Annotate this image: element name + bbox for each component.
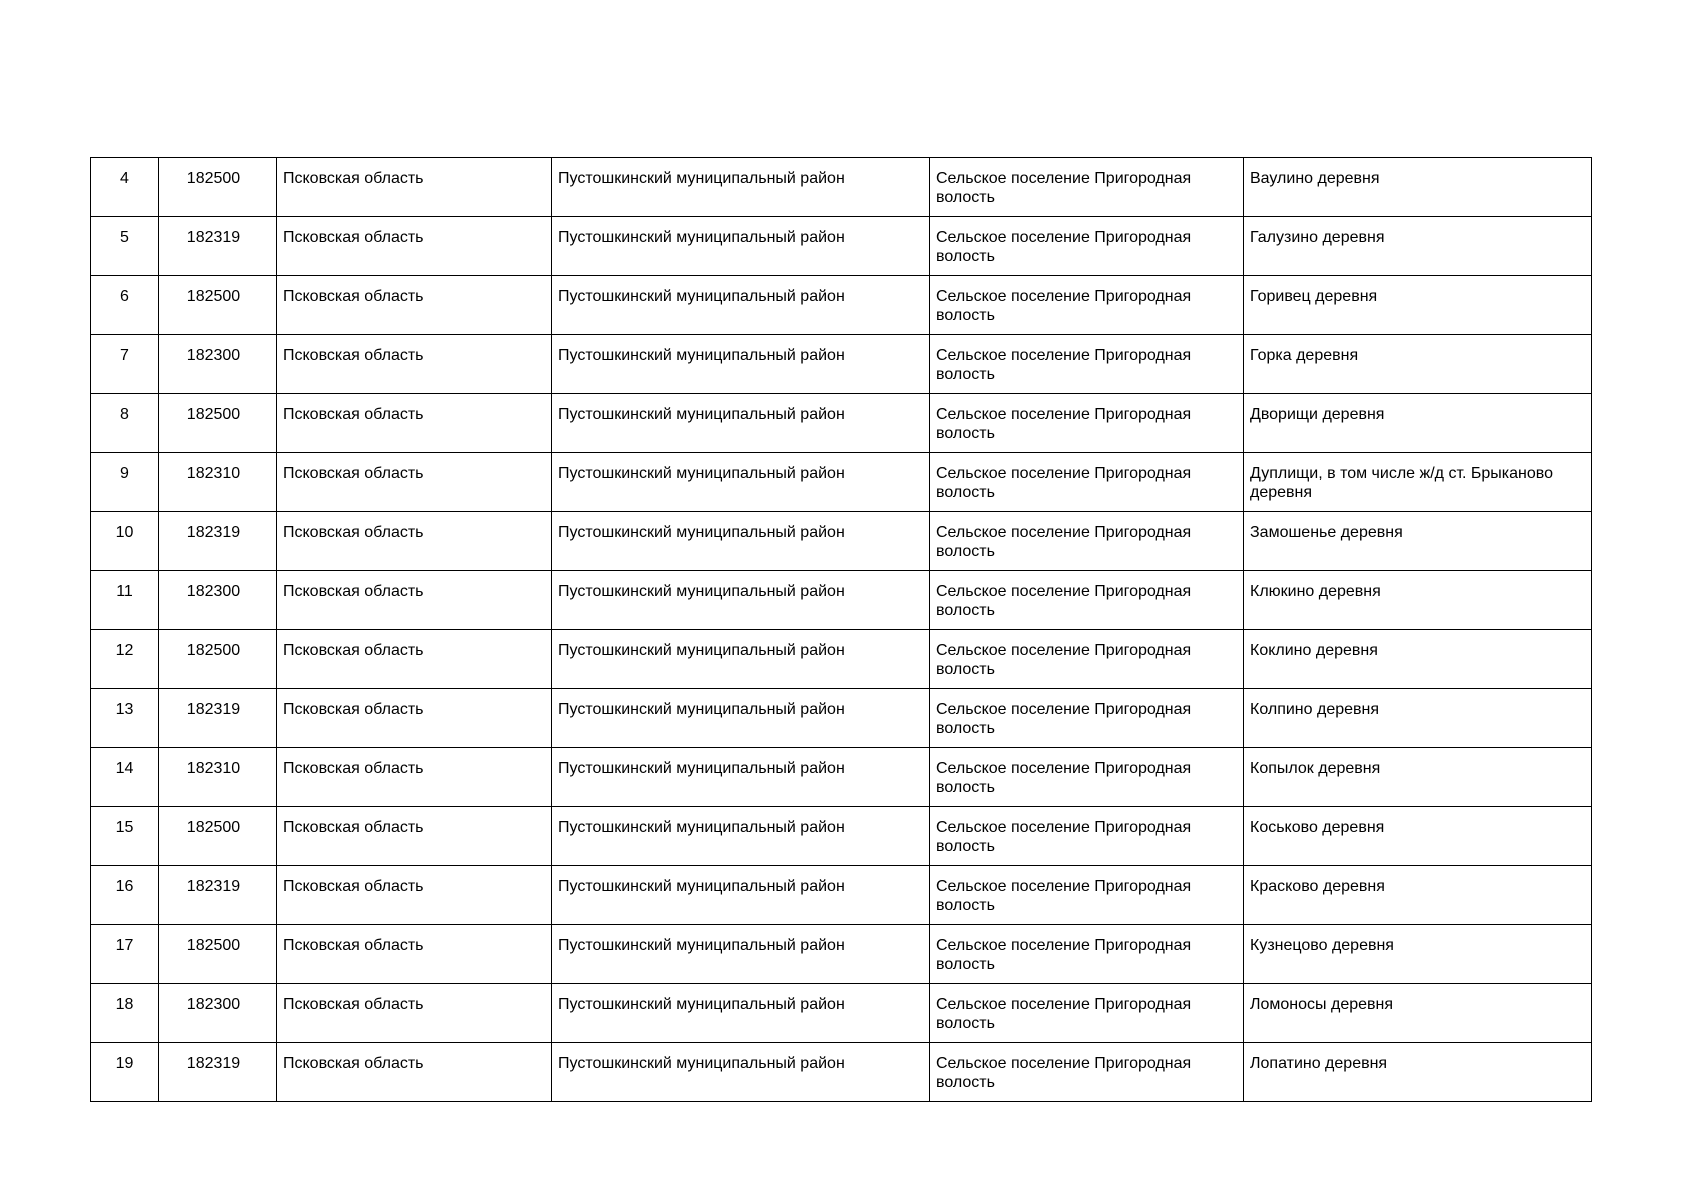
locality-cell: Горка деревня: [1244, 335, 1592, 394]
row-number-cell: 14: [91, 748, 159, 807]
locality-cell: Копылок деревня: [1244, 748, 1592, 807]
region-cell: Псковская область: [277, 217, 552, 276]
settlement-cell: Сельское поселение Пригородная волость: [930, 689, 1244, 748]
settlement-cell: Сельское поселение Пригородная волость: [930, 630, 1244, 689]
table-row: [91, 807, 1592, 866]
table-row: [91, 1043, 1592, 1102]
postal-code-cell: 182500: [159, 276, 277, 335]
settlement-cell: Сельское поселение Пригородная волость: [930, 217, 1244, 276]
locality-cell: Кузнецово деревня: [1244, 925, 1592, 984]
settlement-cell: Сельское поселение Пригородная волость: [930, 807, 1244, 866]
region-cell: Псковская область: [277, 1043, 552, 1102]
district-cell: Пустошкинский муниципальный район: [552, 276, 930, 335]
locality-cell: Дуплищи, в том числе ж/д ст. Брыканово деревня: [1244, 453, 1592, 512]
postal-code-cell: 182300: [159, 335, 277, 394]
settlement-cell: Сельское поселение Пригородная волость: [930, 394, 1244, 453]
table-row: [91, 335, 1592, 394]
table-row: [91, 925, 1592, 984]
region-cell: Псковская область: [277, 925, 552, 984]
region-cell: Псковская область: [277, 453, 552, 512]
settlement-cell: Сельское поселение Пригородная волость: [930, 1043, 1244, 1102]
postal-code-cell: 182500: [159, 630, 277, 689]
table-row: [91, 453, 1592, 512]
region-cell: Псковская область: [277, 512, 552, 571]
region-cell: Псковская область: [277, 276, 552, 335]
postal-code-cell: 182319: [159, 217, 277, 276]
district-cell: Пустошкинский муниципальный район: [552, 748, 930, 807]
row-number-cell: 6: [91, 276, 159, 335]
settlement-cell: Сельское поселение Пригородная волость: [930, 925, 1244, 984]
table-row: [91, 394, 1592, 453]
row-number-cell: 5: [91, 217, 159, 276]
region-cell: Псковская область: [277, 630, 552, 689]
locality-cell: Галузино деревня: [1244, 217, 1592, 276]
table-row: [91, 984, 1592, 1043]
region-cell: Псковская область: [277, 866, 552, 925]
row-number-cell: 8: [91, 394, 159, 453]
table-row: [91, 630, 1592, 689]
postal-code-cell: 182300: [159, 571, 277, 630]
table-row: [91, 866, 1592, 925]
postal-code-cell: 182500: [159, 925, 277, 984]
table-row: [91, 217, 1592, 276]
row-number-cell: 7: [91, 335, 159, 394]
settlement-cell: Сельское поселение Пригородная волость: [930, 276, 1244, 335]
postal-code-cell: 182500: [159, 158, 277, 217]
postal-code-cell: 182310: [159, 748, 277, 807]
row-number-cell: 9: [91, 453, 159, 512]
row-number-cell: 17: [91, 925, 159, 984]
table-row: [91, 571, 1592, 630]
row-number-cell: 15: [91, 807, 159, 866]
settlement-cell: Сельское поселение Пригородная волость: [930, 335, 1244, 394]
district-cell: Пустошкинский муниципальный район: [552, 453, 930, 512]
locality-cell: Красково деревня: [1244, 866, 1592, 925]
row-number-cell: 11: [91, 571, 159, 630]
row-number-cell: 16: [91, 866, 159, 925]
locality-cell: Замошенье деревня: [1244, 512, 1592, 571]
row-number-cell: 19: [91, 1043, 159, 1102]
region-cell: Псковская область: [277, 158, 552, 217]
locality-cell: Коськово деревня: [1244, 807, 1592, 866]
district-cell: Пустошкинский муниципальный район: [552, 689, 930, 748]
postal-code-cell: 182310: [159, 453, 277, 512]
district-cell: Пустошкинский муниципальный район: [552, 1043, 930, 1102]
row-number-cell: 18: [91, 984, 159, 1043]
settlement-cell: Сельское поселение Пригородная волость: [930, 453, 1244, 512]
district-cell: Пустошкинский муниципальный район: [552, 571, 930, 630]
district-cell: Пустошкинский муниципальный район: [552, 512, 930, 571]
table-row: [91, 689, 1592, 748]
locality-cell: Колпино деревня: [1244, 689, 1592, 748]
table-row: [91, 158, 1592, 217]
settlement-cell: Сельское поселение Пригородная волость: [930, 984, 1244, 1043]
region-cell: Псковская область: [277, 571, 552, 630]
row-number-cell: 10: [91, 512, 159, 571]
region-cell: Псковская область: [277, 394, 552, 453]
district-cell: Пустошкинский муниципальный район: [552, 984, 930, 1043]
row-number-cell: 12: [91, 630, 159, 689]
district-cell: Пустошкинский муниципальный район: [552, 335, 930, 394]
table-row: [91, 512, 1592, 571]
locality-cell: Ваулино деревня: [1244, 158, 1592, 217]
district-cell: Пустошкинский муниципальный район: [552, 630, 930, 689]
locality-cell: Лопатино деревня: [1244, 1043, 1592, 1102]
settlement-cell: Сельское поселение Пригородная волость: [930, 571, 1244, 630]
postal-code-cell: 182319: [159, 1043, 277, 1102]
postal-code-cell: 182500: [159, 394, 277, 453]
district-cell: Пустошкинский муниципальный район: [552, 394, 930, 453]
locality-cell: Коклино деревня: [1244, 630, 1592, 689]
settlement-cell: Сельское поселение Пригородная волость: [930, 866, 1244, 925]
settlement-cell: Сельское поселение Пригородная волость: [930, 512, 1244, 571]
district-cell: Пустошкинский муниципальный район: [552, 925, 930, 984]
locality-cell: Ломоносы деревня: [1244, 984, 1592, 1043]
district-cell: Пустошкинский муниципальный район: [552, 866, 930, 925]
postal-code-cell: 182319: [159, 512, 277, 571]
region-cell: Псковская область: [277, 335, 552, 394]
postal-code-cell: 182319: [159, 689, 277, 748]
table-row: [91, 276, 1592, 335]
region-cell: Псковская область: [277, 689, 552, 748]
settlement-cell: Сельское поселение Пригородная волость: [930, 158, 1244, 217]
postal-code-cell: 182319: [159, 866, 277, 925]
region-cell: Псковская область: [277, 748, 552, 807]
row-number-cell: 4: [91, 158, 159, 217]
locality-cell: Дворищи деревня: [1244, 394, 1592, 453]
postal-code-cell: 182500: [159, 807, 277, 866]
region-cell: Псковская область: [277, 984, 552, 1043]
district-cell: Пустошкинский муниципальный район: [552, 158, 930, 217]
district-cell: Пустошкинский муниципальный район: [552, 217, 930, 276]
settlement-cell: Сельское поселение Пригородная волость: [930, 748, 1244, 807]
locality-cell: Горивец деревня: [1244, 276, 1592, 335]
row-number-cell: 13: [91, 689, 159, 748]
table-body: [91, 158, 1592, 1102]
table-row: [91, 748, 1592, 807]
localities-table: [90, 157, 1592, 1102]
locality-cell: Клюкино деревня: [1244, 571, 1592, 630]
region-cell: Псковская область: [277, 807, 552, 866]
district-cell: Пустошкинский муниципальный район: [552, 807, 930, 866]
postal-code-cell: 182300: [159, 984, 277, 1043]
